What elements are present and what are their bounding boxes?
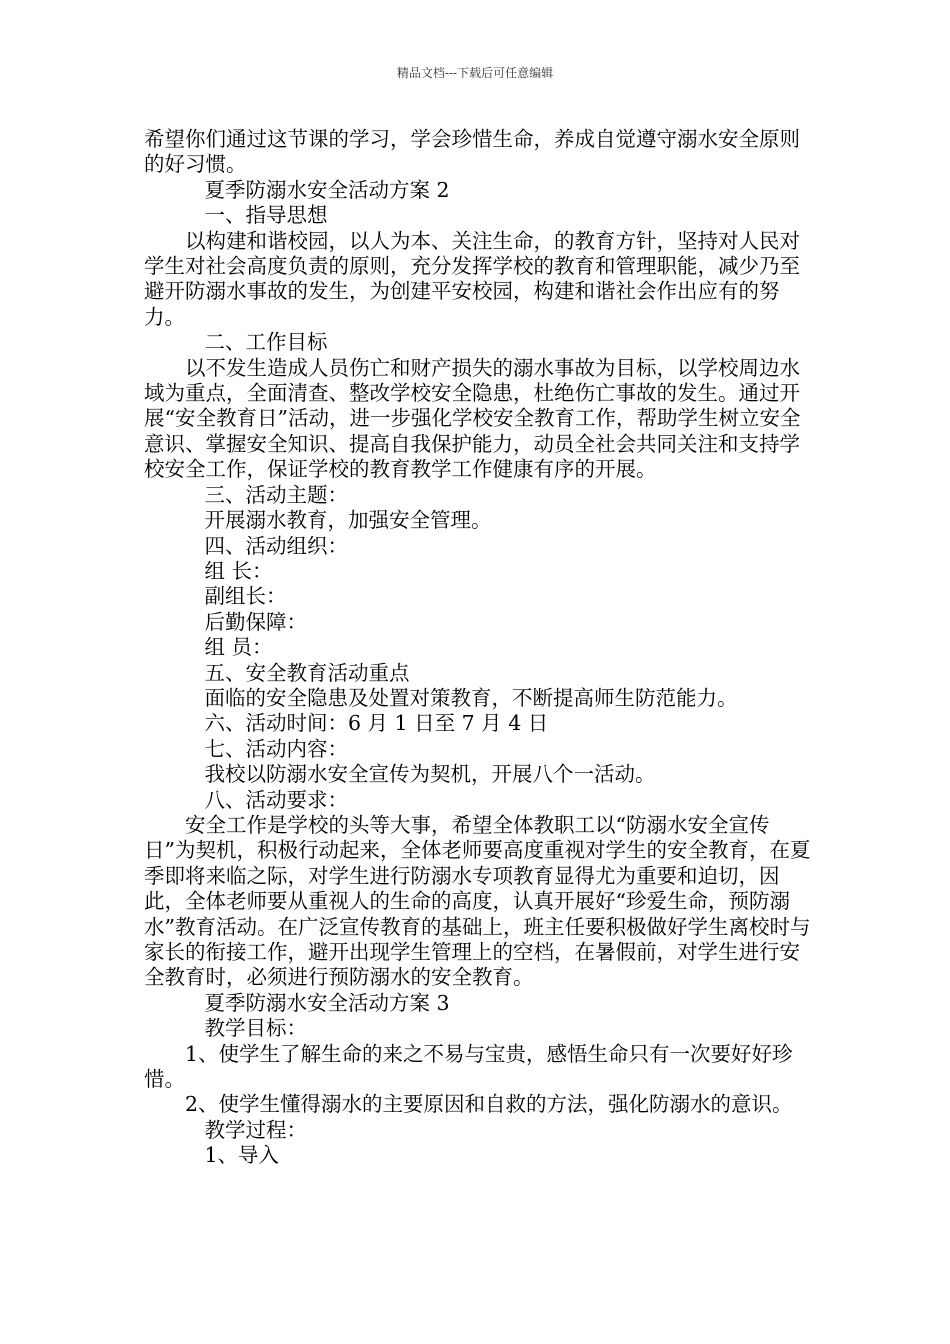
document-body — [144, 127, 820, 1169]
org-deputy-leader: 副组长： — [204, 584, 287, 609]
org-members: 组 员： — [204, 635, 273, 660]
step-introduction: 1、导入 — [204, 1143, 280, 1168]
paragraph-work-goals: 以不发生造成人员伤亡和财产损失的溺水事故为目标，以学校周边水域为重点，全面清查、整改学校安全隐患，杜绝伤亡事故的发生。通过开展“安全教育日”活动，进一步强化学校安全教育工作，帮助学生树立安全意识、掌握安全知识、提高自我保护能力，动员全社会共同关注和支持学校安全工作，保证学校的教育教学工作健康有序的开展。 — [144, 355, 801, 482]
heading-education-focus: 五、安全教育活动重点 — [204, 660, 410, 685]
paragraph-activity-content: 我校以防溺水安全宣传为契机，开展八个一活动。 — [204, 762, 656, 787]
paragraph-education-focus: 面临的安全隐患及处置对策教育，不断提高师生防范能力。 — [204, 685, 738, 710]
heading-activity-content: 七、活动内容： — [204, 736, 348, 761]
org-leader: 组 长： — [204, 558, 273, 583]
objective-2: 2、使学生懂得溺水的主要原因和自救的方法，强化防溺水的意识。 — [185, 1092, 793, 1117]
heading-activity-organization: 四、活动组织： — [204, 533, 348, 558]
org-logistics: 后勤保障： — [204, 609, 307, 634]
header-note: 精品文档---下载后可任意编辑 — [396, 66, 554, 80]
paragraph-closing: 希望你们通过这节课的学习，学会珍惜生命，养成自觉遵守溺水安全原则的好习惯。 — [144, 127, 800, 177]
heading-work-goals: 二、工作目标 — [204, 330, 328, 355]
paragraph-guiding-ideology: 以构建和谐校园，以人为本、关注生命，的教育方针，坚持对人民对学生对社会高度负责的原则，充分发挥学校的教育和管理职能，减少乃至避开防溺水事故的发生，为创建平安校园，构建和谐社会作出应有的努力。 — [144, 228, 800, 329]
heading-guiding-ideology: 一、指导思想 — [204, 203, 328, 228]
paragraph-activity-requirements: 安全工作是学校的头等大事，希望全体教职工以“防溺水安全宣传日”为契机，积极行动起来，全体老师要高度重视对学生的安全教育，在夏季即将来临之际，对学生进行防溺水专项教育显得尤为重要和迫切，因此，全体老师要从重视人的生命的高度，认真开展好“珍爱生命，预防溺水”教育活动。在广泛宣传教育的基础上，班主任要积极做好学生离校时与家长的衔接工作，避开出现学生管理上的空档，在暑假前，对学生进行安全教育时，必须进行预防溺水的安全教育。 — [144, 812, 811, 990]
objective-1: 1、使学生了解生命的来之不易与宝贵，感悟生命只有一次要好好珍惜。 — [144, 1041, 793, 1092]
heading-teaching-process: 教学过程： — [204, 1117, 307, 1142]
section-title-plan-3: 夏季防溺水安全活动方案 3 — [204, 990, 450, 1015]
heading-activity-time: 六、活动时间：6 月 1 日至 7 月 4 日 — [204, 711, 549, 736]
heading-activity-theme: 三、活动主题： — [204, 482, 348, 507]
section-title-plan-2: 夏季防溺水安全活动方案 2 — [204, 177, 450, 202]
heading-activity-requirements: 八、活动要求： — [204, 787, 348, 812]
heading-teaching-objectives: 教学目标： — [204, 1016, 307, 1041]
paragraph-activity-theme: 开展溺水教育，加强安全管理。 — [204, 508, 492, 533]
